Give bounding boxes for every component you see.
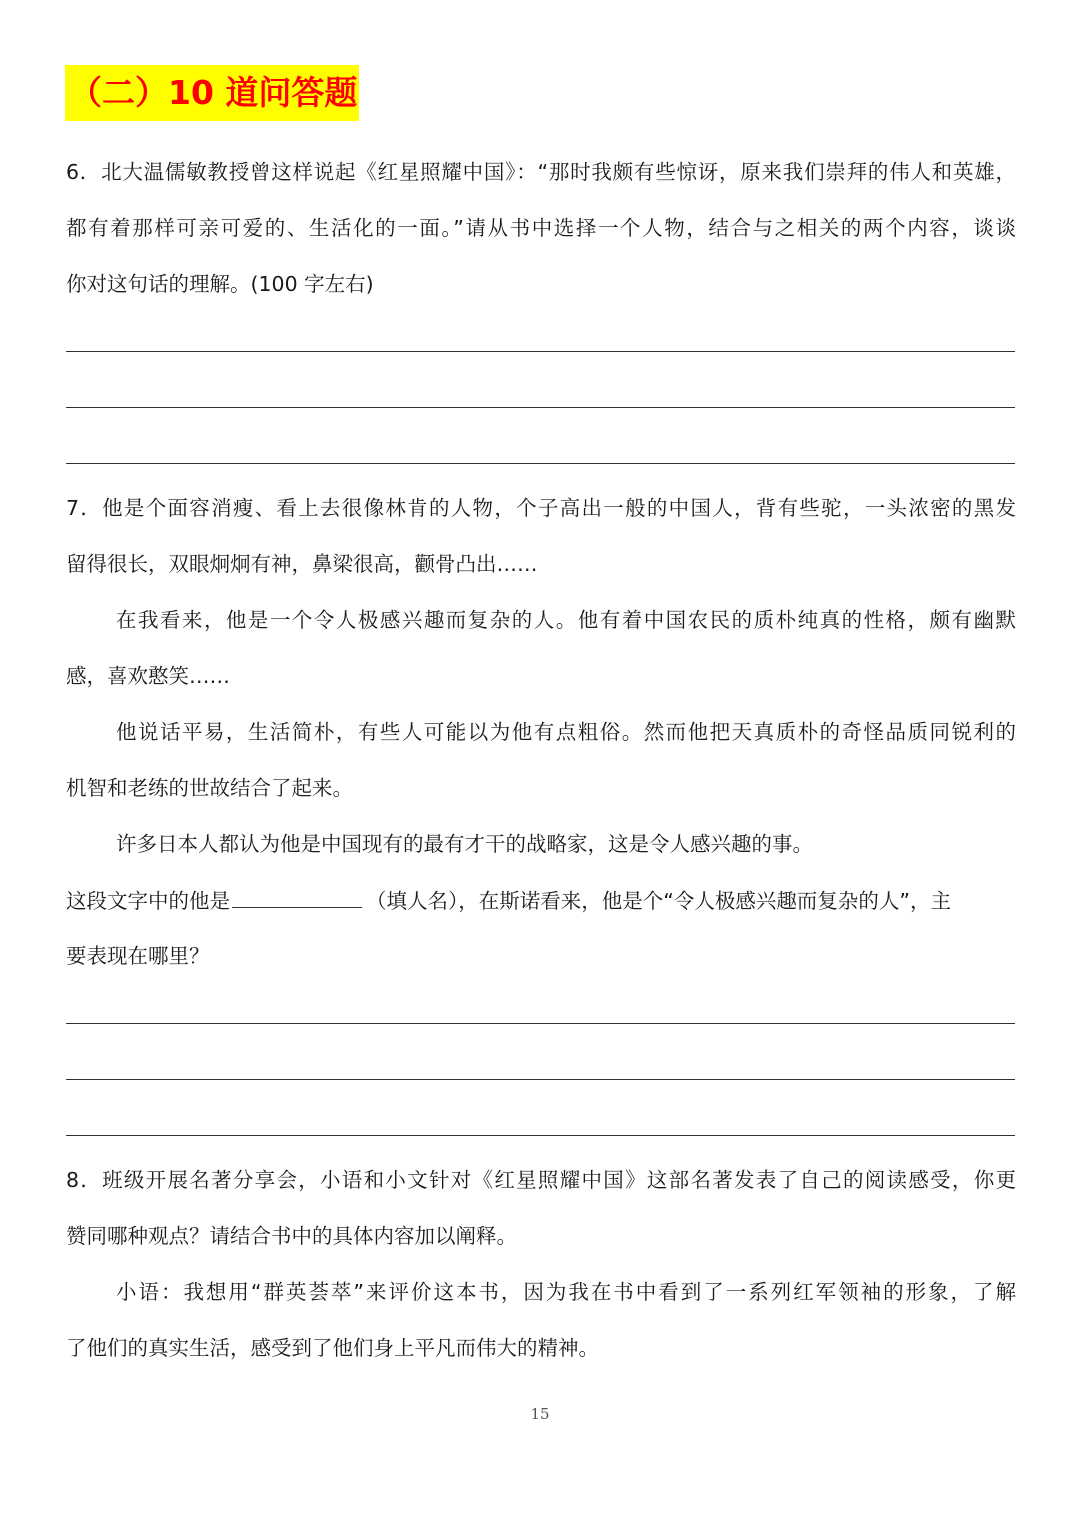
q6-text-line: 6．北大温儒敏教授曾这样说起《红星照耀中国》：“那时我颇有些惊讶，原来我们崇拜的伟人和英雄， bbox=[66, 160, 1016, 184]
q7-text-line: 机智和老练的世故结合了起来。 bbox=[66, 776, 353, 800]
q7-text-line: 在我看来，他是一个令人极感兴趣而复杂的人。他有着中国农民的质朴纯真的性格，颇有幽默 bbox=[116, 608, 1016, 632]
q7-text-line: 留得很长，双眼炯炯有神，鼻梁很高，颧骨凸出…… bbox=[66, 552, 538, 576]
q7-text-line: 7．他是个面容消瘦、看上去很像林肯的人物，个子高出一般的中国人，背有些驼，一头浓密的黑发 bbox=[66, 496, 1016, 520]
q6-answer-line[interactable] bbox=[66, 407, 1015, 408]
q8-text-line: 8．班级开展名著分享会，小语和小文针对《红星照耀中国》这部名著发表了自己的阅读感受，你更 bbox=[66, 1168, 1016, 1192]
section-title: （二）10 道问答题 bbox=[65, 65, 359, 121]
q7-text-line: 许多日本人都认为他是中国现有的最有才干的战略家，这是令人感兴趣的事。 bbox=[116, 832, 813, 856]
q7-prompt-end: （填人名），在斯诺看来，他是个“令人极感兴趣而复杂的人”，主 bbox=[366, 889, 951, 913]
q7-text-line: 他说话平易，生活简朴，有些人可能以为他有点粗俗。然而他把天真质朴的奇怪品质同锐利的 bbox=[116, 720, 1016, 744]
q8-text-line: 了他们的真实生活，感受到了他们身上平凡而伟大的精神。 bbox=[66, 1336, 599, 1360]
q6-text-line: 都有着那样可亲可爱的、生活化的一面。”请从书中选择一个人物，结合与之相关的两个内容，谈谈 bbox=[66, 216, 1016, 240]
q6-answer-line[interactable] bbox=[66, 351, 1015, 352]
q7-text-line: 要表现在哪里？ bbox=[66, 944, 210, 968]
q6-text-line: 你对这句话的理解。(100 字左右) bbox=[66, 272, 374, 296]
q7-prompt-start: 这段文字中的他是 bbox=[66, 889, 230, 913]
q6-answer-line[interactable] bbox=[66, 463, 1015, 464]
q7-answer-line[interactable] bbox=[66, 1135, 1015, 1136]
name-blank[interactable] bbox=[232, 885, 362, 908]
q7-text-line: 感，喜欢憨笑…… bbox=[66, 664, 230, 688]
page-number: 15 bbox=[530, 1405, 550, 1423]
q8-text-line: 赞同哪种观点？请结合书中的具体内容加以阐释。 bbox=[66, 1224, 517, 1248]
q7-answer-line[interactable] bbox=[66, 1079, 1015, 1080]
q7-answer-line[interactable] bbox=[66, 1023, 1015, 1024]
q7-fill-in-line bbox=[66, 885, 1016, 916]
q8-text-line: 小语：我想用“群英荟萃”来评价这本书，因为我在书中看到了一系列红军领袖的形象，了解 bbox=[116, 1280, 1016, 1304]
